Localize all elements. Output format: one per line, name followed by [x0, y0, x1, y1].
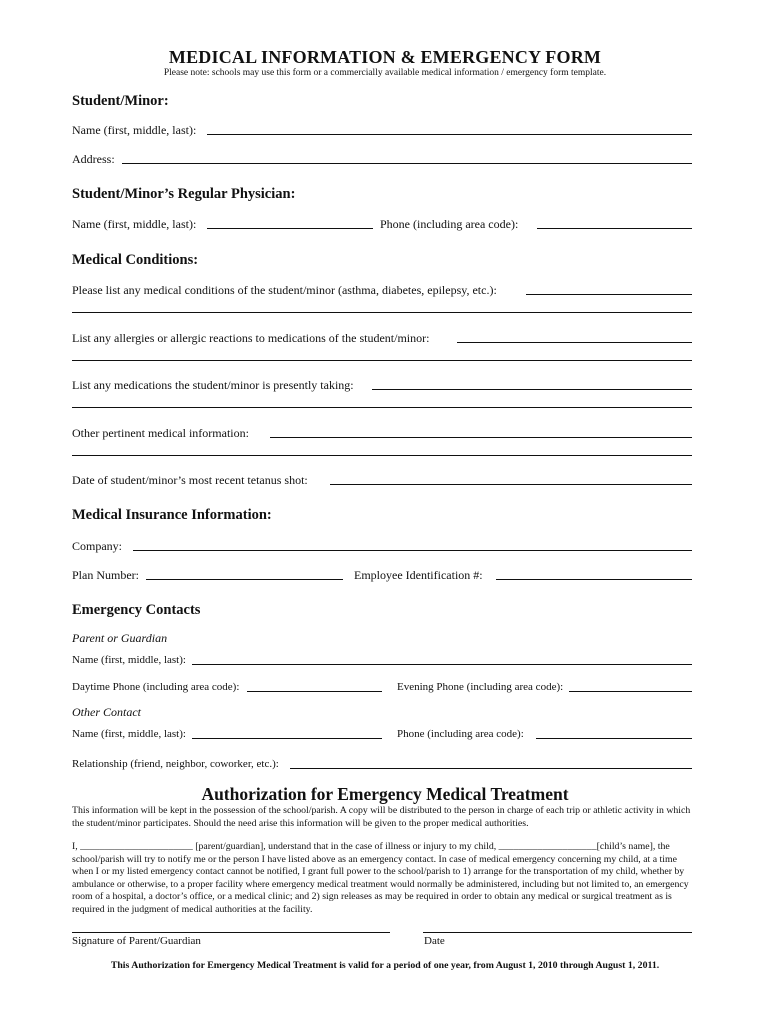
student-heading: Student/Minor:: [72, 93, 169, 109]
plan-number-field[interactable]: [146, 579, 343, 580]
evening-phone-label: Evening Phone (including area code):: [397, 681, 564, 693]
physician-name-field[interactable]: [207, 228, 373, 229]
date-field[interactable]: [423, 932, 692, 933]
authorization-body: I, _______________________ [parent/guardian], understand that in the case of illness or injury to my child, ____________________[child’s name], the school/parish will try to notify me or the person I have listed above as an emergency contact. In case of medical emergency concerning my child, at a time when I or my listed emergency contact cannot be notified, I grant full power to the school/parish to 1) arrange for the transportation of my child, whether by ambulance or otherwise, to a proper facility where emergency medical treatment would normally be administered, including but not limited to, an emergency room of a hospital, a doctor’s office, or a medical clinic; and 2) sign releases as may be required in order to obtain any medical or surgical treatment as is required in the judgment of medical authorities at the facility.: [72, 841, 689, 915]
guardian-name-label: Name (first, middle, last):: [72, 654, 186, 666]
tetanus-field[interactable]: [330, 484, 692, 485]
other-contact-subheading: Other Contact: [72, 705, 141, 719]
student-address-label: Address:: [72, 152, 115, 166]
insurance-heading: Medical Insurance Information:: [72, 507, 272, 523]
conditions-label: Please list any medical conditions of the student/minor (asthma, diabetes, epilepsy, etc.):: [72, 283, 497, 297]
other-info-label: Other pertinent medical information:: [72, 426, 249, 440]
company-field[interactable]: [133, 550, 692, 551]
other-contact-phone-field[interactable]: [536, 738, 692, 739]
other-info-field-line-2[interactable]: [72, 455, 692, 456]
physician-phone-field[interactable]: [537, 228, 692, 229]
date-label: Date: [424, 935, 445, 947]
guardian-name-field[interactable]: [192, 664, 692, 665]
allergies-field-line-1[interactable]: [457, 342, 692, 343]
other-contact-name-label: Name (first, middle, last):: [72, 728, 186, 740]
conditions-field-line-1[interactable]: [526, 294, 692, 295]
authorization-intro: This information will be kept in the possession of the school/parish. A copy will be distributed to the person in charge of each trip or athletic activity in which the student/minor participates. Should the need arise this information will be given to the proper medical authorities.: [72, 805, 691, 829]
form-title: MEDICAL INFORMATION & EMERGENCY FORM: [168, 47, 602, 67]
medications-field-line-2[interactable]: [72, 407, 692, 408]
tetanus-label: Date of student/minor’s most recent tetanus shot:: [72, 473, 308, 487]
form-note: Please note: schools may use this form or a commercially available medical information / emergency form template.: [163, 68, 607, 78]
conditions-heading: Medical Conditions:: [72, 252, 199, 268]
authorization-title: Authorization for Emergency Medical Treatment: [201, 784, 569, 804]
validity-statement: This Authorization for Emergency Medical Treatment is valid for a period of one year, from August 1, 2010 through August 1, 2011.: [110, 960, 660, 971]
company-label: Company:: [72, 539, 122, 553]
daytime-phone-label: Daytime Phone (including area code):: [72, 681, 240, 693]
physician-heading: Student/Minor’s Regular Physician:: [72, 186, 296, 202]
medications-field-line-1[interactable]: [372, 389, 692, 390]
student-name-field[interactable]: [207, 134, 692, 135]
student-address-field[interactable]: [122, 163, 692, 164]
other-contact-phone-label: Phone (including area code):: [397, 728, 524, 740]
physician-name-label: Name (first, middle, last):: [72, 217, 197, 231]
other-info-field-line-1[interactable]: [270, 437, 692, 438]
employee-id-field[interactable]: [496, 579, 692, 580]
plan-number-label: Plan Number:: [72, 568, 139, 582]
emergency-heading: Emergency Contacts: [72, 602, 201, 618]
employee-id-label: Employee Identification #:: [354, 568, 483, 582]
student-name-label: Name (first, middle, last):: [72, 123, 197, 137]
signature-label: Signature of Parent/Guardian: [72, 935, 201, 947]
other-contact-name-field[interactable]: [192, 738, 382, 739]
conditions-field-line-2[interactable]: [72, 312, 692, 313]
relationship-label: Relationship (friend, neighbor, coworker, etc.):: [72, 758, 279, 770]
daytime-phone-field[interactable]: [247, 691, 382, 692]
medications-label: List any medications the student/minor is presently taking:: [72, 378, 354, 392]
physician-phone-label: Phone (including area code):: [380, 217, 519, 231]
allergies-label: List any allergies or allergic reactions to medications of the student/minor:: [72, 331, 430, 345]
relationship-field[interactable]: [290, 768, 692, 769]
evening-phone-field[interactable]: [569, 691, 692, 692]
signature-field[interactable]: [72, 932, 390, 933]
guardian-subheading: Parent or Guardian: [72, 631, 168, 645]
allergies-field-line-2[interactable]: [72, 360, 692, 361]
